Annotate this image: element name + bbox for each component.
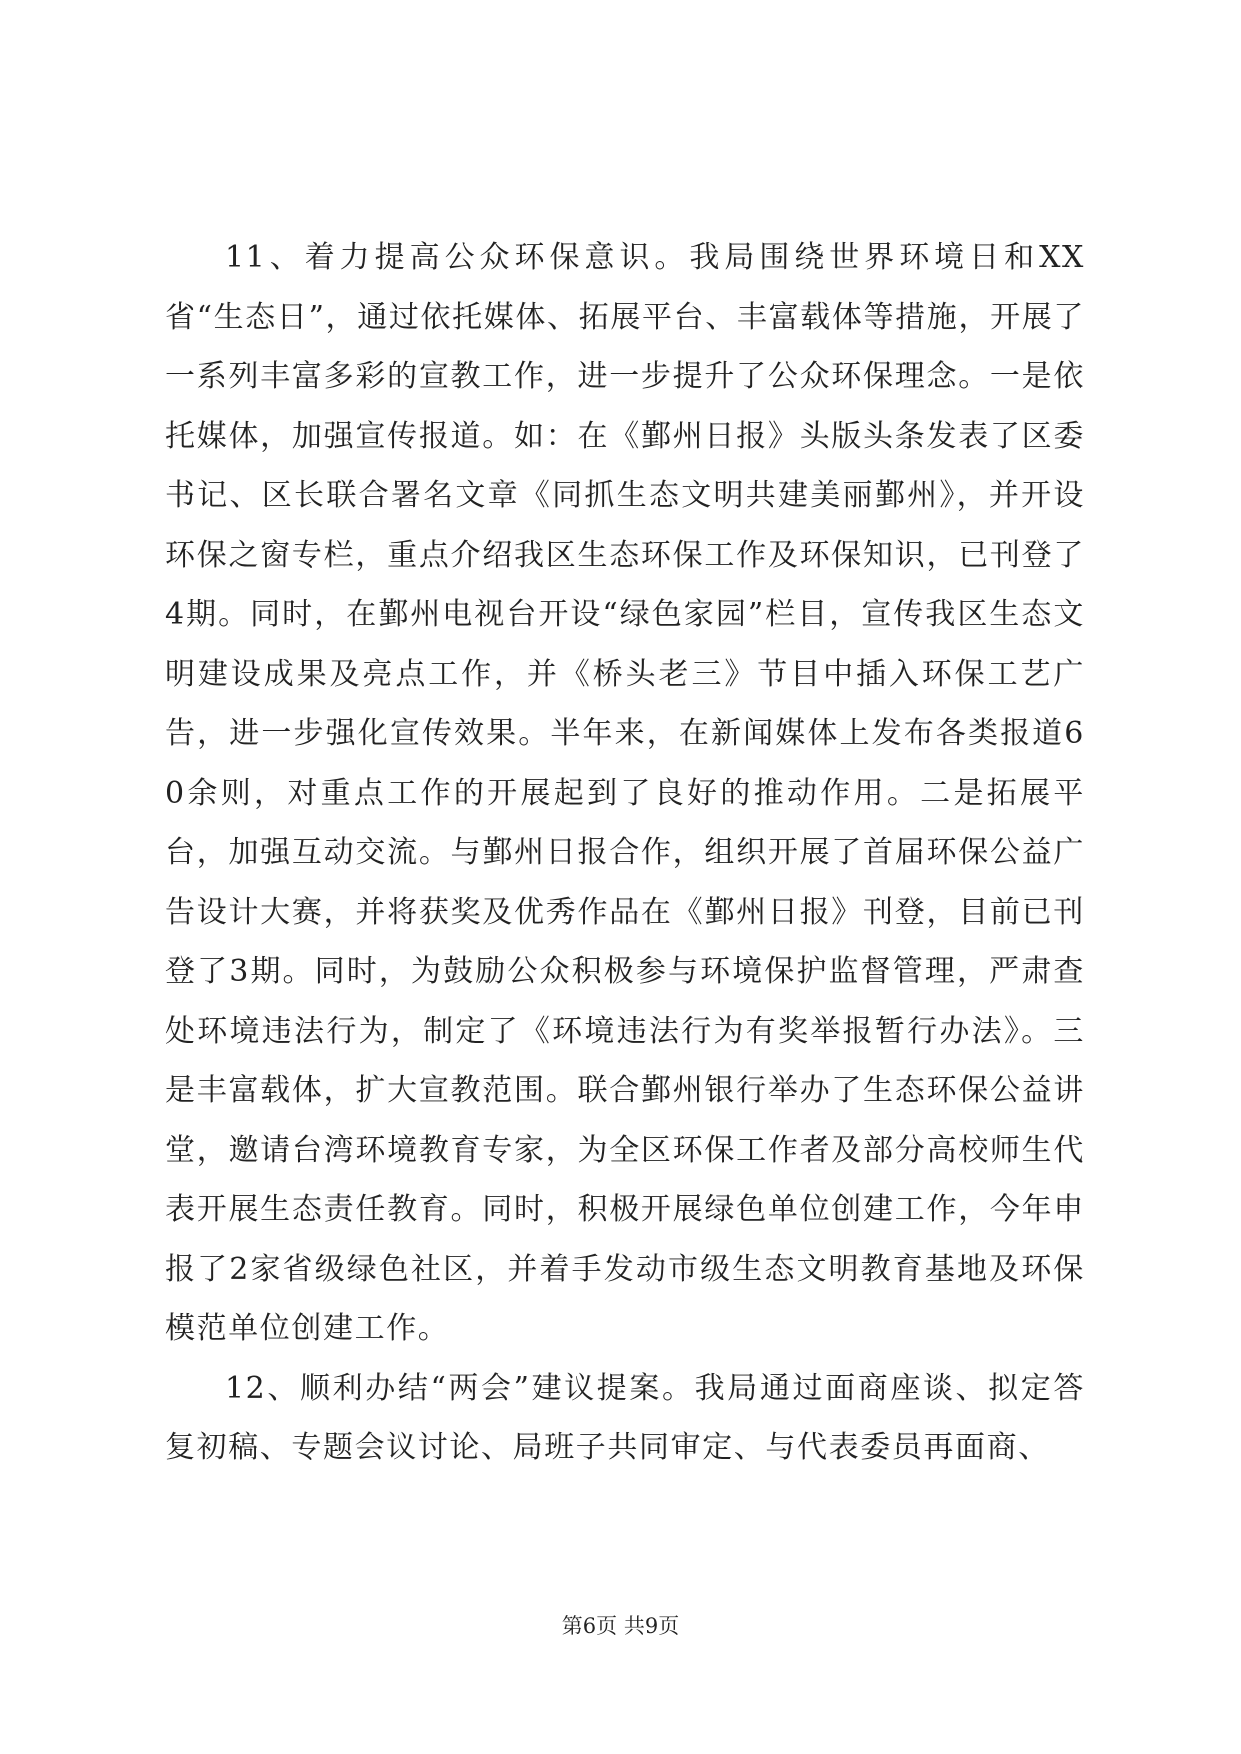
page-number-footer: 第6页 共9页: [561, 1614, 680, 1638]
paragraph-12: 12、顺利办结“两会”建议提案。我局通过面商座谈、拟定答复初稿、专题会议讨论、局班子共同审定、与代表委员再面商、: [165, 1370, 1085, 1465]
document-body: [165, 228, 1085, 1478]
paragraph-11: 11、着力提高公众环保意识。我局围绕世界环境日和XX省“生态日”，通过依托媒体、拓展平台、丰富载体等措施，开展了一系列丰富多彩的宣教工作，进一步提升了公众环保理念。一是依托媒体，加强宣传报道。如：在《鄞州日报》头版头条发表了区委书记、区长联合署名文章《同抓生态文明共建美丽鄞州》，并开设环保之窗专栏，重点介绍我区生态环保工作及环保知识，已刊登了4期。同时，在鄞州电视台开设“绿色家园”栏目，宣传我区生态文明建设成果及亮点工作，并《桥头老三》节目中插入环保工艺广告，进一步强化宣传效果。半年来，在新闻媒体上发布各类报道60余则，对重点工作的开展起到了良好的推动作用。二是拓展平台，加强互动交流。与鄞州日报合作，组织开展了首届环保公益广告设计大赛，并将获奖及优秀作品在《鄞州日报》刊登，目前已刊登了3期。同时，为鼓励公众积极参与环境保护监督管理，严肃查处环境违法行为，制定了《环境违法行为有奖举报暂行办法》。三是丰富载体，扩大宣教范围。联合鄞州银行举办了生态环保公益讲堂，邀请台湾环境教育专家，为全区环保工作者及部分高校师生代表开展生态责任教育。同时，积极开展绿色单位创建工作，今年申报了2家省级绿色社区，并着手发动市级生态文明教育基地及环保模范单位创建工作。: [165, 240, 1085, 1346]
